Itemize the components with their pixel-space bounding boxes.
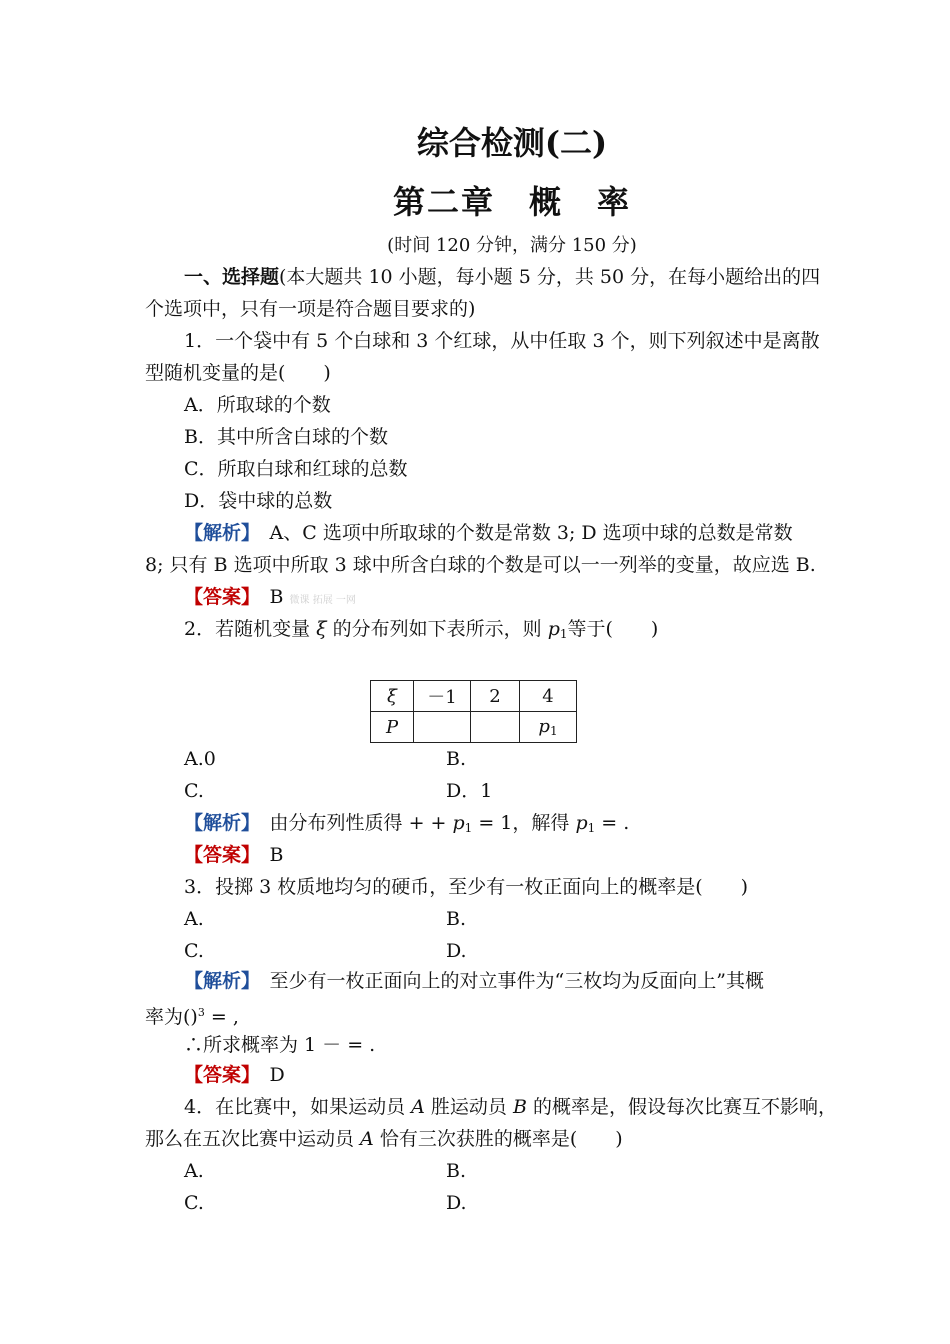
- q4-option-a: A.: [184, 1160, 204, 1182]
- q2-analysis: [184, 811, 629, 840]
- q2-option-a: A.0: [184, 748, 216, 770]
- q4-stem-1-b: B: [512, 1096, 527, 1118]
- q1-option-d: D．袋中球的总数: [184, 490, 333, 512]
- table-cell: [471, 712, 520, 743]
- q1-stem-1: 1．一个袋中有 5 个白球和 3 个红球，从中任取 3 个，则下列叙述中是离散: [184, 330, 820, 352]
- q3-answer-value: D: [269, 1064, 285, 1086]
- table-cell: [414, 712, 471, 743]
- q4-stem-1-a: A: [411, 1096, 425, 1118]
- q2-stem-pre: 2．若随机变量: [184, 618, 317, 640]
- answer-label: 【答案】: [184, 586, 251, 608]
- q2-option-c: C.: [184, 780, 204, 802]
- q4-option-b: B.: [446, 1160, 467, 1182]
- table-cell-sub: 1: [549, 724, 558, 738]
- analysis-label: 【解析】: [184, 522, 251, 544]
- q4-stem-1-mid: 胜运动员: [424, 1096, 513, 1118]
- q2-analysis-p2: p: [575, 812, 588, 834]
- q2-analysis-pre: 由分布列性质得 + +: [269, 812, 453, 834]
- table-cell: －1: [414, 681, 471, 712]
- section-intro-line-1: [184, 265, 820, 289]
- table-row: [371, 712, 577, 743]
- q2-analysis-sub2: 1: [587, 821, 596, 835]
- q3-option-b: B.: [446, 908, 467, 930]
- section-desc-1: (本大题共 10 小题，每小题 5 分，共 50 分，在每小题给出的四: [279, 266, 821, 288]
- q2-stem: [184, 617, 658, 646]
- q3-analysis-2-pre: 率为(): [145, 1006, 198, 1028]
- table-cell: ξ: [371, 681, 414, 712]
- q4-stem-1-post: 的概率是，假设每次比赛互不影响，: [526, 1096, 837, 1118]
- table-cell-var: p: [538, 716, 550, 737]
- q4-stem-1: [184, 1095, 837, 1119]
- q3-analysis-1: [184, 969, 764, 993]
- q1-analysis-2: 8; 只有 B 选项中所取 3 球中所含白球的个数是可以一一列举的变量，故应选 B.: [145, 554, 816, 576]
- table-cell: P: [371, 712, 414, 743]
- q2-stem-var: ξ: [316, 618, 327, 640]
- q4-stem-2-a: A: [360, 1128, 374, 1150]
- q2-answer-value: B: [269, 844, 284, 866]
- q1-answer-value: B: [269, 586, 284, 608]
- q1-stem-2: 型随机变量的是( ): [145, 362, 331, 384]
- section-desc-2: 个选项中，只有一项是符合题目要求的): [145, 298, 476, 320]
- q1-analysis-text-1: A、C 选项中所取球的个数是常数 3; D 选项中球的总数是常数: [269, 522, 793, 544]
- q3-analysis-2-sup: 3: [197, 1006, 205, 1019]
- q2-option-b: B.: [446, 748, 467, 770]
- table-cell: 2: [471, 681, 520, 712]
- table-cell: [520, 712, 577, 743]
- q4-option-c: C.: [184, 1192, 204, 1214]
- q2-stem-post: 等于( ): [567, 618, 659, 640]
- q1-option-c: C．所取白球和红球的总数: [184, 458, 408, 480]
- q1-answer: [184, 585, 356, 613]
- q4-option-d: D.: [446, 1192, 467, 1214]
- q2-analysis-sub: 1: [464, 821, 473, 835]
- page-title: 综合检测(二): [416, 124, 608, 162]
- q3-option-a: A.: [184, 908, 204, 930]
- distribution-table: [370, 680, 577, 743]
- q1-analysis-1: [184, 521, 793, 545]
- answer-label: 【答案】: [184, 844, 251, 866]
- q2-stem-p: p: [547, 618, 560, 640]
- analysis-label: 【解析】: [184, 812, 251, 834]
- analysis-label: 【解析】: [184, 970, 251, 992]
- q2-analysis-post: = .: [595, 812, 630, 834]
- table-cell: 4: [520, 681, 577, 712]
- chapter-title: 第二章 概 率: [392, 183, 631, 221]
- q3-analysis-text-1: 至少有一枚正面向上的对立事件为“三枚均为反面向上”其概: [269, 970, 764, 992]
- q2-stem-sub: 1: [559, 627, 568, 641]
- q2-analysis-mid: = 1，解得: [472, 812, 576, 834]
- q4-stem-2: [145, 1127, 623, 1151]
- q2-option-d: D．1: [446, 780, 493, 802]
- q3-analysis-3: ∴所求概率为 1 － = .: [184, 1034, 376, 1056]
- q3-analysis-2-post: = ,: [204, 1006, 239, 1028]
- q3-option-c: C.: [184, 940, 204, 962]
- q2-answer: [184, 843, 284, 867]
- q3-option-d: D.: [446, 940, 467, 962]
- q1-option-a: A．所取球的个数: [184, 394, 331, 416]
- q4-stem-2-pre: 那么在五次比赛中运动员: [145, 1128, 361, 1150]
- table-row: [371, 681, 577, 712]
- q2-stem-mid: 的分布列如下表所示，则: [326, 618, 548, 640]
- section-heading: 一、选择题: [184, 266, 280, 288]
- q4-stem-2-post: 恰有三次获胜的概率是( ): [373, 1128, 623, 1150]
- exam-meta: (时间 120 分钟，满分 150 分): [387, 235, 637, 256]
- q3-answer: [184, 1063, 285, 1087]
- q3-stem: 3．投掷 3 枚质地均匀的硬币，至少有一枚正面向上的概率是( ): [184, 876, 749, 898]
- faint-watermark-text: 微课 拓展 一网: [289, 595, 356, 606]
- answer-label: 【答案】: [184, 1064, 251, 1086]
- q3-analysis-2: [145, 1001, 239, 1029]
- q4-stem-1-pre: 4．在比赛中，如果运动员: [184, 1096, 412, 1118]
- q1-option-b: B．其中所含白球的个数: [184, 426, 388, 448]
- q2-analysis-p: p: [452, 812, 465, 834]
